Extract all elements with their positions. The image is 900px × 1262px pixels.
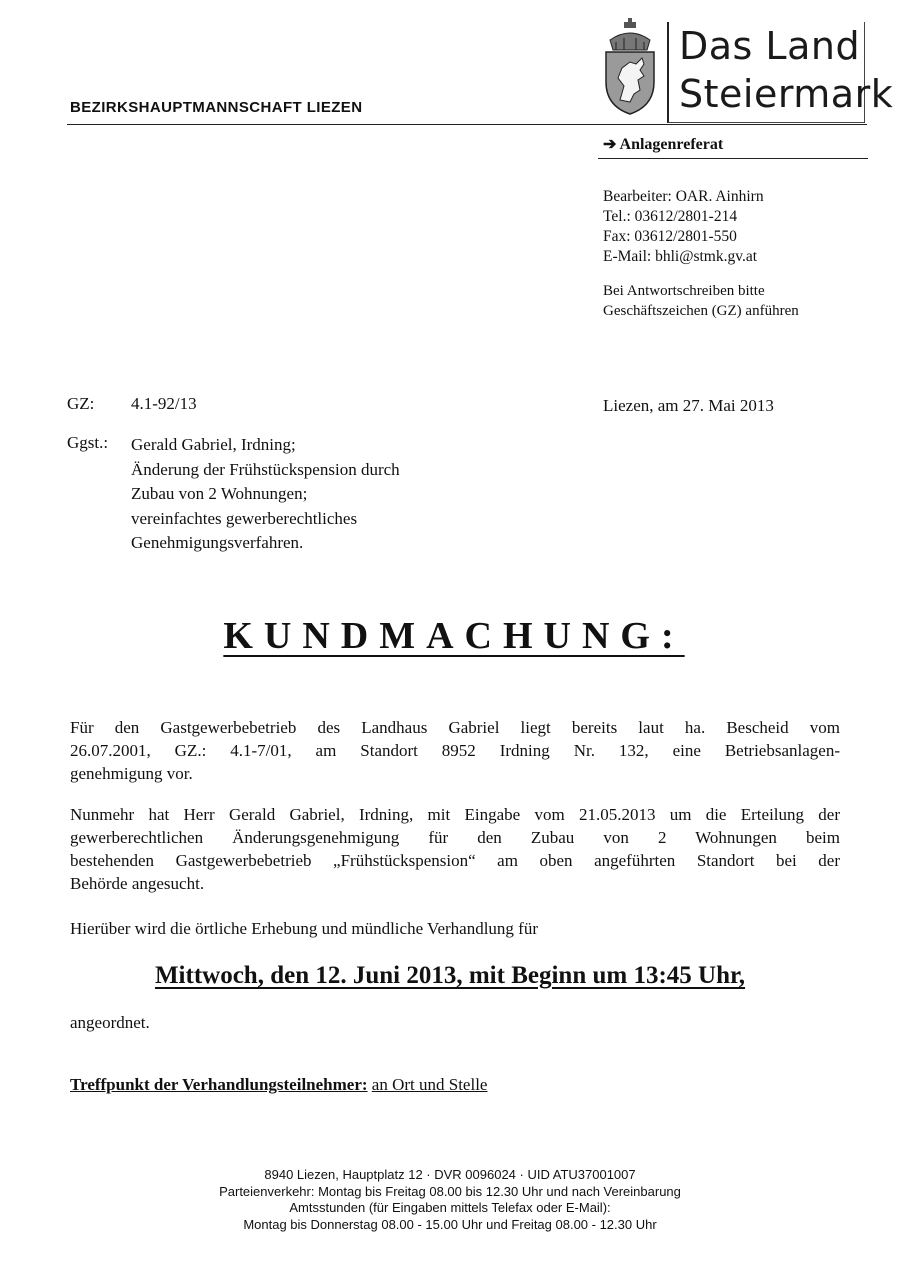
paragraph-line: Behörde angesucht. xyxy=(70,874,205,893)
reply-note xyxy=(603,281,799,321)
appointment-text: Mittwoch, den 12. Juni 2013, mit Beginn um 13:45 Uhr, xyxy=(154,962,746,989)
subject-line: Genehmigungsverfahren. xyxy=(131,533,304,552)
paragraph-line: genehmigung vor. xyxy=(70,764,193,783)
officer: Bearbeiter: OAR. Ainhirn xyxy=(603,188,764,205)
department-rule xyxy=(598,158,868,159)
document-title-text: KUNDMACHUNG: xyxy=(223,615,685,657)
paragraph-line: bestehenden Gastgewerbebetrieb „Frühstückspension“ am oben angeführten Standort bei der xyxy=(70,851,840,870)
letter-date: Liezen, am 27. Mai 2013 xyxy=(603,396,774,415)
arrow-right-icon: ➔ xyxy=(603,136,617,153)
gz-label: GZ: xyxy=(67,394,95,413)
reply-note-line-1: Bei Antwortschreiben bitte xyxy=(603,283,765,299)
brand-line-2: Steiermark xyxy=(679,72,894,116)
brand-logo xyxy=(667,22,894,123)
ordered-text: angeordnet. xyxy=(70,1013,150,1032)
footer xyxy=(0,1167,900,1233)
gz-value: 4.1-92/13 xyxy=(131,394,197,413)
subject-line: Zubau von 2 Wohnungen; xyxy=(131,484,308,503)
footer-hours-label: Amtsstunden (für Eingaben mittels Telefax oder E-Mail): xyxy=(289,1200,611,1215)
phone: Tel.: 03612/2801-214 xyxy=(603,208,738,225)
subject-text xyxy=(131,433,400,556)
paragraph-line: Für den Gastgewerbebetrieb des Landhaus Gabriel liegt bereits laut ha. Bescheid vom xyxy=(70,718,840,737)
subject-line: Gerald Gabriel, Irdning; xyxy=(131,435,296,454)
brand-line-1: Das Land xyxy=(679,24,861,68)
contact-block xyxy=(603,187,764,267)
meeting-point-value: an Ort und Stelle xyxy=(371,1075,488,1094)
fax: Fax: 03612/2801-550 xyxy=(603,228,737,245)
header-rule xyxy=(67,124,867,125)
paragraph-3: Hierüber wird die örtliche Erhebung und mündliche Verhandlung für xyxy=(70,919,538,938)
paragraph-1 xyxy=(70,716,840,785)
authority-name: BEZIRKSHAUPTMANNSCHAFT LIEZEN xyxy=(70,99,363,116)
paragraph-line: Nunmehr hat Herr Gerald Gabriel, Irdning, mit Eingabe vom 21.05.2013 um die Erteilung der xyxy=(70,805,840,824)
department-name: Anlagenreferat xyxy=(619,136,724,153)
subject-label: Ggst.: xyxy=(67,433,109,452)
meeting-point xyxy=(70,1075,487,1095)
reply-note-line-2: Geschäftszeichen (GZ) anführen xyxy=(603,303,799,319)
subject-line: vereinfachtes gewerberechtliches xyxy=(131,508,358,528)
meeting-point-label: Treffpunkt der Verhandlungsteilnehmer: xyxy=(70,1075,368,1094)
footer-office-hours: Parteienverkehr: Montag bis Freitag 08.00 bis 12.30 Uhr und nach Vereinbarung xyxy=(219,1183,681,1199)
email: E-Mail: bhli@stmk.gv.at xyxy=(603,248,758,265)
paragraph-2 xyxy=(70,803,840,895)
footer-hours: Montag bis Donnerstag 08.00 - 15.00 Uhr und Freitag 08.00 - 12.30 Uhr xyxy=(243,1216,657,1232)
appointment xyxy=(0,962,900,990)
department xyxy=(603,134,723,154)
document-title xyxy=(0,614,900,658)
subject-line: Änderung der Frühstückspension durch xyxy=(131,459,400,479)
paragraph-line: gewerberechtlichen Änderungsgenehmigung für den Zubau von 2 Wohnungen beim xyxy=(70,828,840,847)
paragraph-line: 26.07.2001, GZ.: 4.1-7/01, am Standort 8952 Irdning Nr. 132, eine Betriebsanlagen- xyxy=(70,741,840,760)
coat-of-arms-icon xyxy=(600,18,660,118)
footer-address: 8940 Liezen, Hauptplatz 12 · DVR 0096024 · UID ATU37001007 xyxy=(264,1167,636,1182)
